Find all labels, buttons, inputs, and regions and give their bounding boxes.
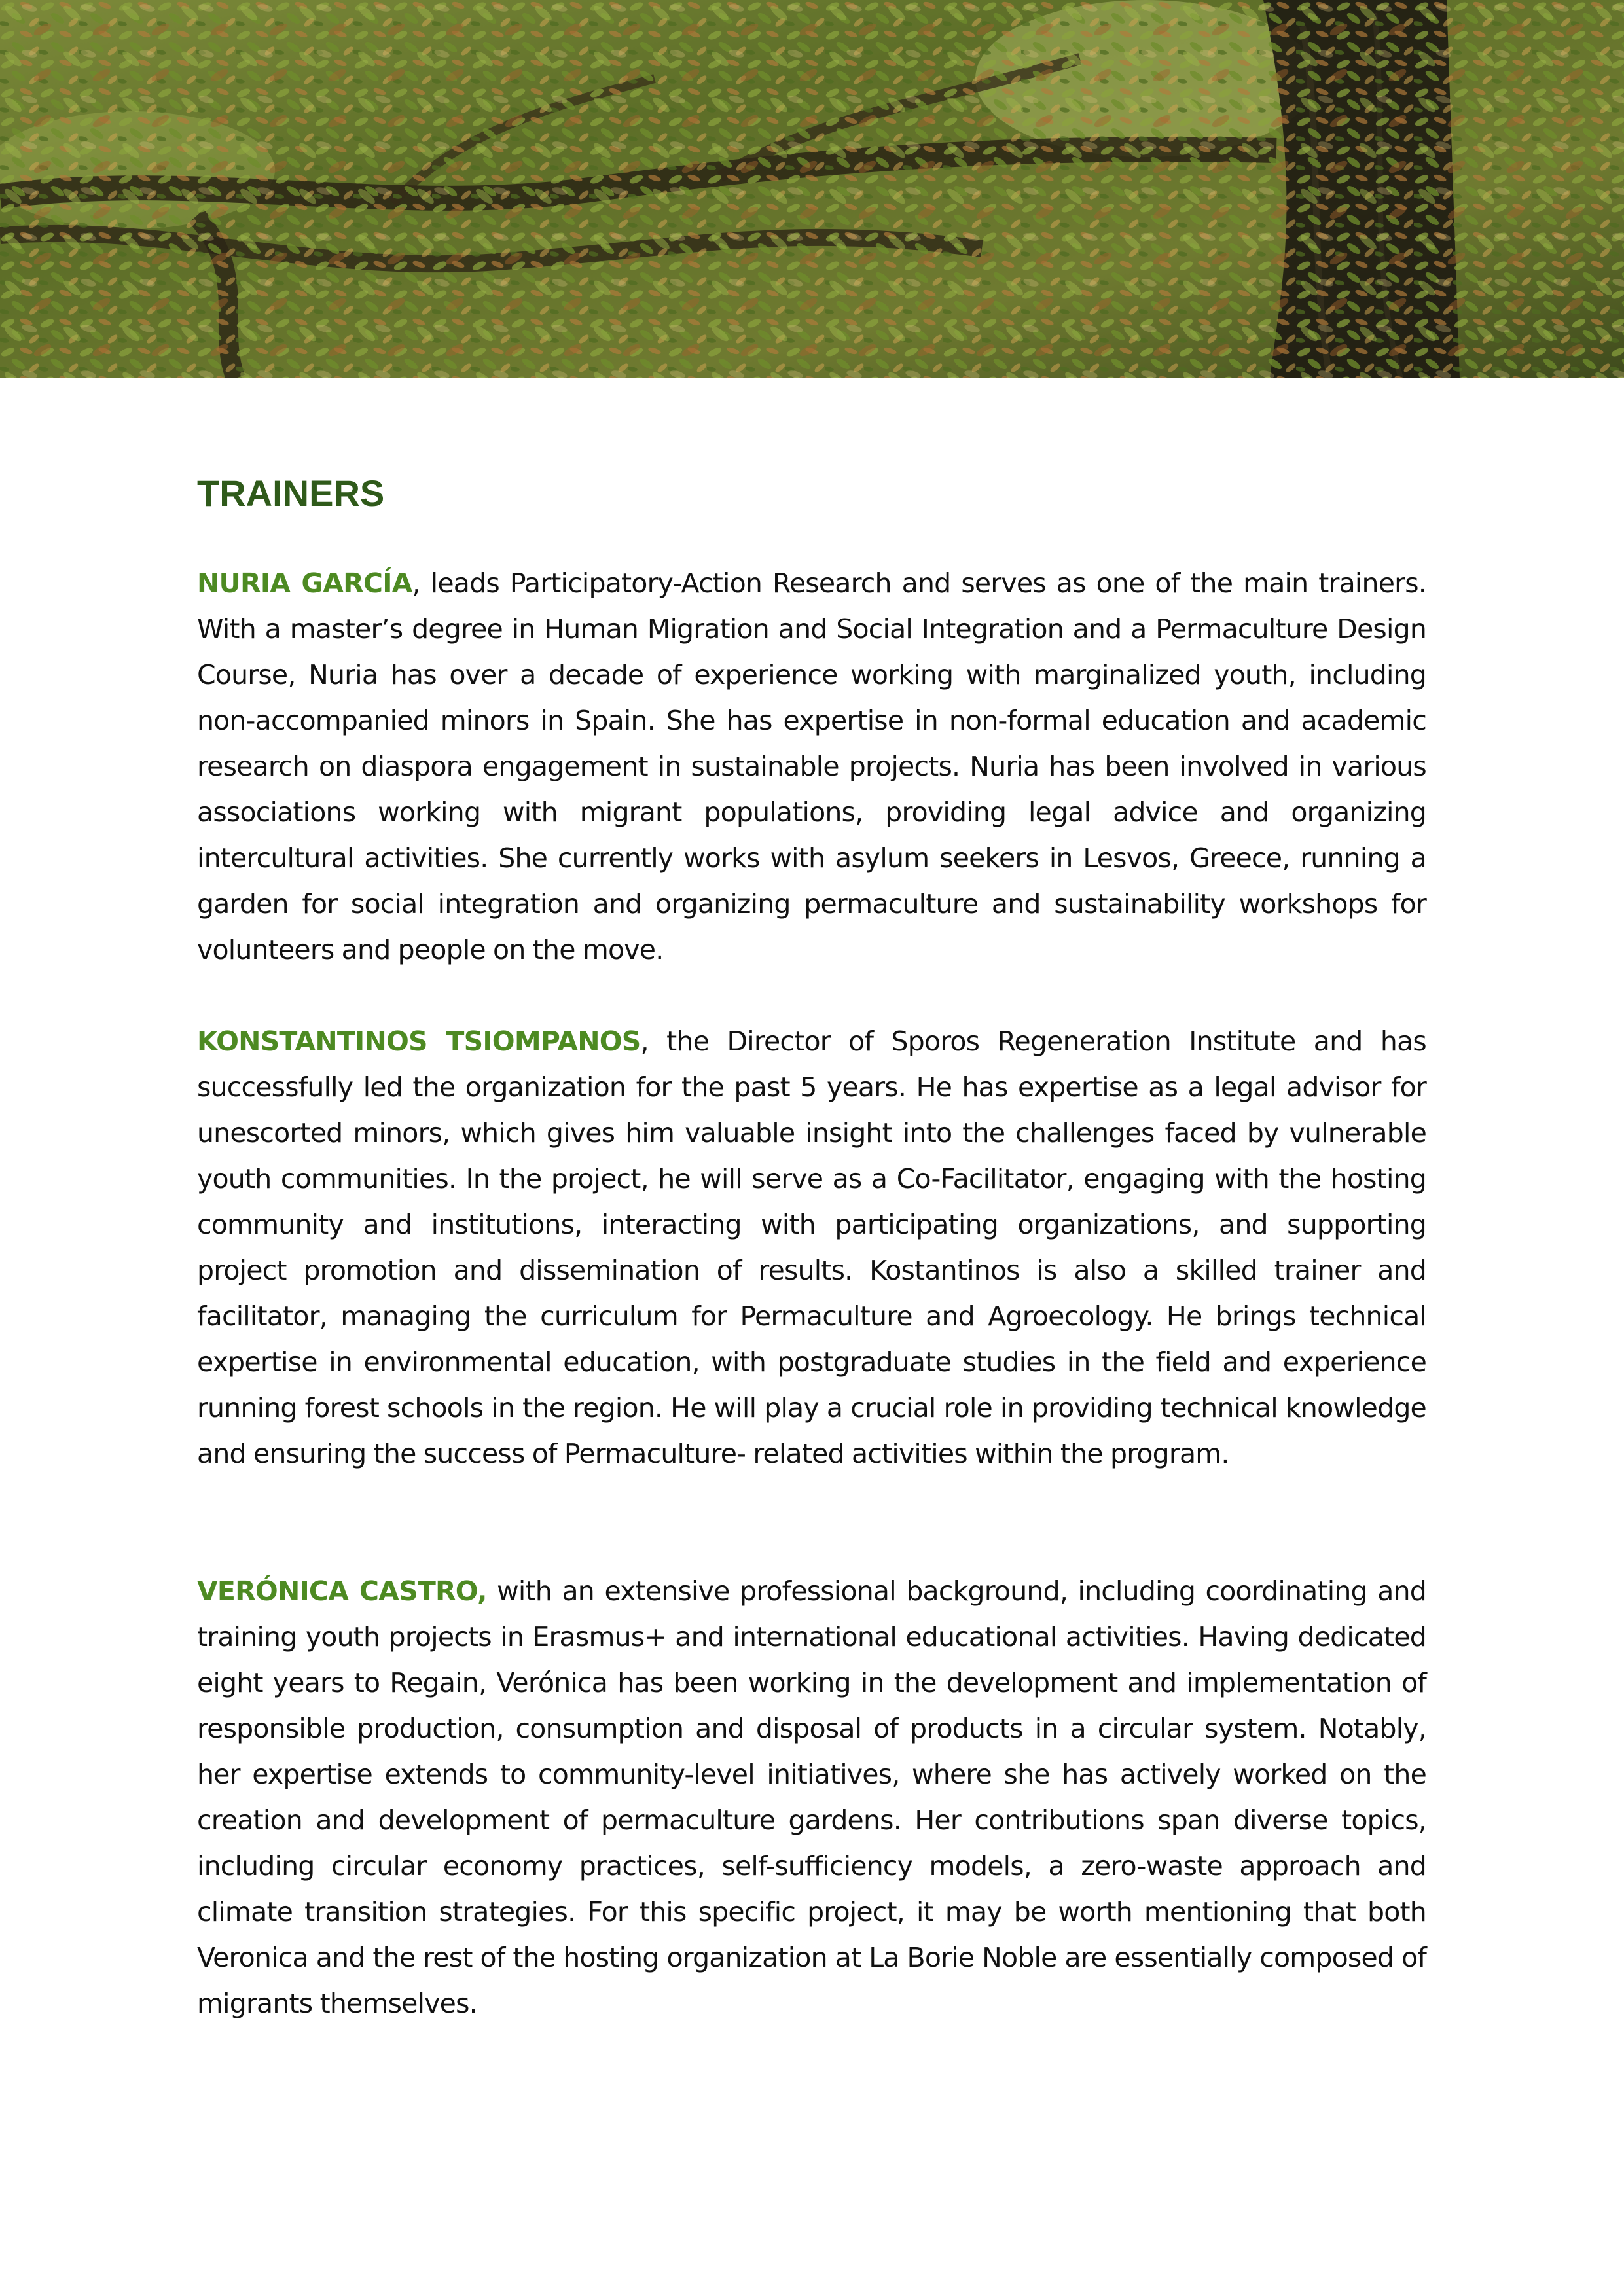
section-title: TRAINERS bbox=[197, 473, 385, 514]
trainer-description: with an extensive professional background, including coordinating and training youth projects in Erasmus+ and international educational activities. Having dedicated eight years to Regain, Verónica has been working in the development and implementation of responsible production, consumption and disposal of products in a circular system. Notably, her expertise extends to community-level initiatives, where she has actively worked on the creation and development of permaculture gardens. Her contributions span diverse topics, including circular economy practices, self-sufficiency models, a zero-waste approach and climate transition strategies. For this specific project, it may be worth mentioning that both Veronica and the rest of the hosting organization at La Borie Noble are essentially composed of migrants themselves. bbox=[197, 1575, 1426, 2019]
trainer-bio-nuria bbox=[197, 560, 1426, 973]
trainer-name: NURIA GARCÍA bbox=[197, 567, 412, 599]
trainer-description: , leads Participatory-Action Research and serves as one of the main trainers. With a master’s degree in Human Migration and Social Integration and a Permaculture Design Course, Nuria has over a decade of experience working with marginalized youth, including non-accompanied minors in Spain. She has expertise in non-formal education and academic research on diaspora engagement in sustainable projects. Nuria has been involved in various associations working with migrant populations, providing legal advice and organizing intercultural activities. She currently works with asylum seekers in Lesvos, Greece, running a garden for social integration and organizing permaculture and sustainability workshops for volunteers and people on the move. bbox=[197, 567, 1426, 965]
trainer-bio-konstantinos bbox=[197, 1018, 1426, 1477]
header-photo bbox=[0, 0, 1624, 378]
trainer-name: KONSTANTINOS TSIOMPANOS bbox=[197, 1026, 641, 1057]
trainer-description: , the Director of Sporos Regeneration Institute and has successfully led the organization for the past 5 years. He has expertise as a legal advisor for unescorted minors, which gives him valuable insight into the challenges faced by vulnerable youth communities. In the project, he will serve as a Co-Facilitator, engaging with the hosting community and institutions, interacting with participating organizations, and supporting project promotion and dissemination of results. Kostantinos is also a skilled trainer and facilitator, managing the curriculum for Permaculture and Agroecology. He brings technical expertise in environmental education, with postgraduate studies in the field and experience running forest schools in the region. He will play a crucial role in providing technical knowledge and ensuring the success of Permaculture- related activities within the program. bbox=[197, 1026, 1426, 1469]
foliage-photo-icon bbox=[0, 0, 1624, 378]
trainer-name: VERÓNICA CASTRO, bbox=[197, 1575, 487, 1607]
trainer-bio-veronica bbox=[197, 1568, 1426, 2026]
trainers-section bbox=[197, 470, 1426, 2026]
